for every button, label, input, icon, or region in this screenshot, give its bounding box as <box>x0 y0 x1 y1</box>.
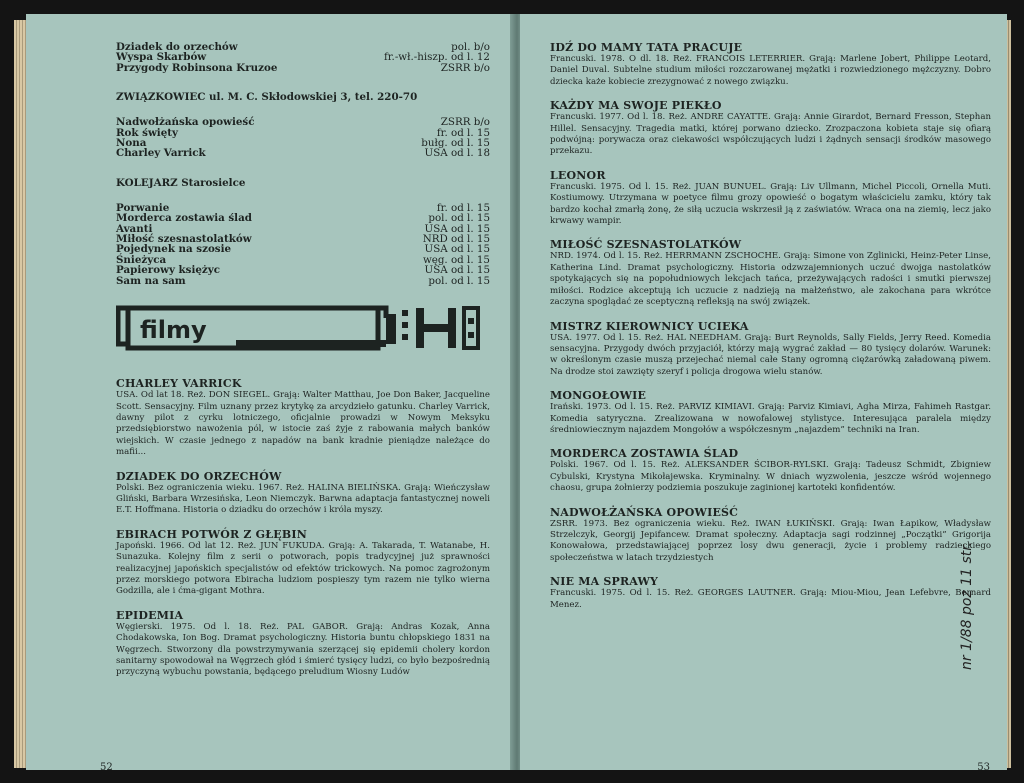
repertoire-title: Nadwołżańska opowieść <box>116 116 255 129</box>
handwritten-note-text: nr 1/88 poz 11 str. <box>959 541 975 670</box>
movie-description: NRD. 1974. Od l. 15. Reż. HERRMANN ZSCHOCHE. Grają: Simone von Zglinicki, Heinz-Peter Linse, Katherina Lind. Dramat psychologiczny. Historia odzwzajemnionych uczuć dwojga nastolatków spotykających się na popołudniowych lekcjach tańca, przeżywających radości i smutki pierwszej miłości. Rodzice akceptują ich uczucie z nadzieją na małżeństwo, ale zakochana para wkrótce zaczyna spoglądać ze sceptyczną refleksją na swój związek. <box>550 251 991 308</box>
repertoire-info: USA od l. 15 <box>424 243 490 256</box>
film-strip-graphic <box>116 304 488 352</box>
repertoire-info: pol. b/o <box>451 41 490 53</box>
repertoire-info: ZSRR b/o <box>440 116 490 129</box>
movie-title: MORDERCA ZOSTAWIA ŚLAD <box>550 447 739 461</box>
repertoire-title: Pojedynek na szosie <box>116 243 232 256</box>
cinema-list-kolejarz <box>116 203 490 286</box>
cinema-header-kolejarz: KOLEJARZ Starosielce <box>116 176 246 189</box>
repertoire-info: węg. od l. 15 <box>422 253 490 266</box>
movie-description: Japoński. 1966. Od lat 12. Reż. JUN FUKUDA. Grają: A. Takarada, T. Watanabe, H. Sunazuka. Kolejny film z serii o potworach, popis tradycyjnej już sprawności realizacyjnej japońskich specjalistów od efektów trickowych. Na pomoc zagrożonym przez morskiego potwora Ebiracha ludziom pospieszy tym razem nie tylko wierna Godzilla, ale i ćma-gigant Mothra. <box>116 540 490 597</box>
repertoire-info: fr.-wł.-hiszp. od l. 12 <box>383 51 490 64</box>
movie-description: Polski. 1967. Od l. 15. Reż. ALEKSANDER ŚCIBOR-RYLSKI. Grają: Tadeusz Schmidt, Zbigniew Cybulski, Krystyna Mikołajewska. Kryminalny. W dniach wyzwolenia, jeszcze wśród wojennego chaosu, grupa żołnierzy podziemia poszukuje zaginionej kartoteki konfidentów. <box>550 460 991 494</box>
movie-description: Irański. 1973. Od l. 15. Reż. PARVIZ KIMIAVI. Grają: Parviz Kimiavi, Agha Mirza, Fahimeh Rastgar. Komedia satyryczna. Zrealizowana w nowofalowej stylistyce. Interesująca paralela między średniowiecznym najazdem Mongołów a współczesnym „najazdem” techniki na Iran. <box>550 402 991 435</box>
repertoire-title: Sam na sam <box>116 274 186 287</box>
movie-description: Polski. Bez ograniczenia wieku. 1967. Reż. HALINA BIELIŃSKA. Grają: Wieńczysław Gliński, Barbara Wrzesińska, Leon Niemczyk. Barwna adaptacja fantastycznej noweli E.T. Hoffmana. Historia o dziadku do orzechów i króla myszy. <box>116 482 490 516</box>
repertoire-title: Charley Varrick <box>116 147 206 160</box>
movie-entry <box>116 610 490 679</box>
cinema-header-zwiazkowiec: ZWIĄZKOWIEC ul. M. C. Skłodowskiej 3, tel. 220-70 <box>116 91 418 104</box>
left-page <box>26 14 514 770</box>
cinema-list-zwiazkowiec <box>116 117 490 159</box>
movie-entry <box>116 529 490 598</box>
repertoire-info: pol. od l. 15 <box>428 274 490 287</box>
movie-description: Francuski. 1978. O dl. 18. Reż. FRANCOIS LETERRIER. Grają: Marlene Jobert, Philippe Leotard, Daniel Duval. Subtelne studium miłości rozczarowanej mężatki i rozwiedzionego mężczyzny. Dobro dziecka każe kobiecie zrezygnować z nowego związku. <box>550 54 991 87</box>
repertoire-info: fr. od l. 15 <box>436 126 490 139</box>
page-number-right: 53 <box>977 762 990 773</box>
right-page <box>520 14 1007 770</box>
movie-entry <box>116 378 490 458</box>
repertoire-info: ZSRR b/o <box>440 61 490 74</box>
repertoire-title: Papierowy księżyc <box>116 264 221 277</box>
repertoire-title: Rok święty <box>116 126 179 139</box>
repertoire-title: Śnieżyca <box>116 253 167 266</box>
movie-entry <box>550 507 991 565</box>
movie-title: EPIDEMIA <box>116 608 184 622</box>
page-number-left: 52 <box>100 762 113 773</box>
movie-entry <box>550 390 991 436</box>
movie-entry <box>550 576 991 611</box>
repertoire-row <box>116 148 490 158</box>
repertoire-title: Przygody Robinsona Kruzoe <box>116 61 278 74</box>
repertoire-info: USA od l. 15 <box>424 264 490 277</box>
repertoire-title: Dziadek do orzechów <box>116 41 238 53</box>
movie-title: KAŻDY MA SWOJE PIEKŁO <box>550 99 722 113</box>
repertoire-title: Porwanie <box>116 201 170 214</box>
right-movie-descriptions <box>550 42 991 611</box>
movie-title: MIŁOŚĆ SZESNASTOLATKÓW <box>550 238 742 252</box>
repertoire-row <box>116 276 490 286</box>
logo-text: filmy <box>140 316 207 345</box>
movie-description: Francuski. 1977. Od l. 18. Reż. ANDRE CAYATTE. Grają: Annie Girardot, Bernard Fresson, Stephan Hillel. Sensacyjny. Tragedia matki, której porwano dziecko. Zrozpaczona kobieta staje się ofiarą podwójną: porywacza oraz ciekawości współczujących ludzi i żądnych sensacji środków masowego przekazu. <box>550 112 991 157</box>
movie-description: Węgierski. 1975. Od l. 18. Reż. PAL GABOR. Grają: Andras Kozak, Anna Chodakowska, Ion Bog. Dramat psychologiczny. Historia buntu chłopskiego 1831 na Węgrzech. Stworzony dla powstrzymywania szerzącej się epidemii cholery kordon sanitarny spowodował na Węgrzech głód i śmierć tysięcy ludzi, co było bezpośrednią przyczyną wybuchu powstania, będącego preludium Wiosny Ludów <box>116 621 490 678</box>
movie-title: CHARLEY VARRICK <box>116 377 242 391</box>
left-movie-descriptions <box>116 378 490 679</box>
movie-title: NIE MA SPRAWY <box>550 575 659 589</box>
repertoire-title: Nona <box>116 137 147 150</box>
movie-title: LEONOR <box>550 168 606 182</box>
movie-entry <box>550 42 991 88</box>
repertoire-info: bułg. od l. 15 <box>421 137 490 150</box>
handwritten-note <box>947 480 987 670</box>
top-repertoire-list <box>116 42 490 73</box>
repertoire-title: Morderca zostawia ślad <box>116 212 252 225</box>
movie-title: DZIADEK DO ORZECHÓW <box>116 469 282 483</box>
repertoire-title: Miłość szesnastolatków <box>116 233 252 246</box>
movie-title: EBIRACH POTWÓR Z GŁĘBIN <box>116 527 307 541</box>
movie-title: NADWOŁŻAŃSKA OPOWIEŚĆ <box>550 505 739 519</box>
repertoire-info: USA od l. 18 <box>424 147 490 160</box>
repertoire-row <box>116 63 490 73</box>
movie-entry <box>550 170 991 228</box>
movie-description: ZSRR. 1973. Bez ograniczenia wieku. Reż. IWAN ŁUKIŃSKI. Grają: Iwan Łapikow, Władysław Strzelczyk, Georgij Jepifancew. Dramat społeczny. Adaptacja sagi rodzinnej „Początki” Grigorija Konowałowa, przedstawiającej poprzez losy dwu generacji, życie i problemy radzieckiego społeczeństwa w latach trzydziestych <box>550 518 991 563</box>
movie-entry <box>116 471 490 517</box>
movie-title: IDŹ DO MAMY TATA PRACUJE <box>550 41 743 54</box>
movie-entry <box>550 321 991 379</box>
movie-entry <box>550 239 991 308</box>
repertoire-info: fr. od l. 15 <box>436 201 490 214</box>
movie-title: MISTRZ KIEROWNICY UCIEKA <box>550 319 749 333</box>
filmy-logo <box>116 304 490 352</box>
repertoire-title: Avanti <box>116 222 153 235</box>
repertoire-info: USA od l. 15 <box>424 222 490 235</box>
movie-entry <box>550 100 991 158</box>
movie-description: USA. 1977. Od l. 15. Reż. HAL NEEDHAM. Grają: Burt Reynolds, Sally Fields, Jerry Reed. Komedia sensacyjna. Przygody dwóch przyjaciół, którzy mają wygrać zakład — 80 tysięcy dolarów. Warunek: w określonym czasie muszą przejechać niemal całe Stany ogromną ciężarówką załadowaną piwem. Na drodze stoi zawzięty szeryf i policja drogowa wielu stanów. <box>550 332 991 377</box>
movie-description: USA. Od lat 18. Reż. DON SIEGEL. Grają: Walter Matthau, Joe Don Baker, Jacqueline Scott. Sensacyjny. Film uznany przez krytykę za arcydzieło gatunku. Charley Varrick, dawny pilot z cyrku lotniczego, oficjalnie prowadzi w Nowym Meksyku przedsiębiorstwo nawożenia pól, w istocie zaś żyje z rabowania małych banków wiejskich. W czasie jednego z napadów na bank kradnie pieniądze należące do mafii... <box>116 390 490 458</box>
movie-description: Francuski. 1975. Od l. 15. Reż. GEORGES LAUTNER. Grają: Miou-Miou, Jean Lefebvre, Bernard Menez. <box>550 588 991 610</box>
movie-entry <box>550 448 991 494</box>
repertoire-info: pol. od l. 15 <box>428 212 490 225</box>
movie-description: Francuski. 1975. Od l. 15. Reż. JUAN BUNUEL. Grają: Liv Ullmann, Michel Piccoli, Ornella Muti. Kostiumowy. Utrzymana w poetyce filmu grozy opowieść o bogatym właścicielu zamku, który tak bardzo kochał zmarłą żonę, że siłą uczucia wskrzesił ją z zaświatów. Wraca ona na ziemię, lecz jako krwawy wampir. <box>550 181 991 227</box>
repertoire-info: NRD od l. 15 <box>422 233 490 246</box>
repertoire-title: Wyspa Skarbów <box>116 51 207 64</box>
movie-title: MONGOŁOWIE <box>550 389 647 403</box>
